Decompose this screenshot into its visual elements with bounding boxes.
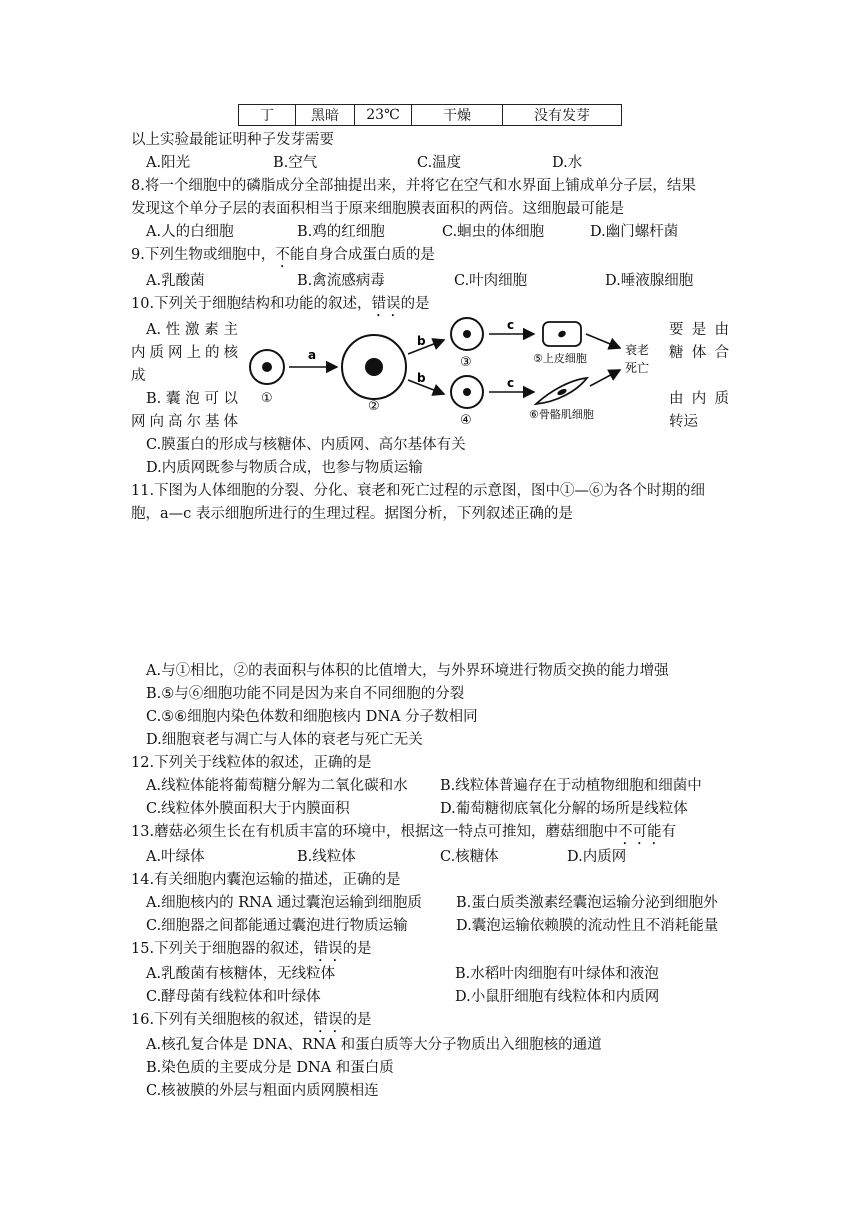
- q14-stem: 14.有关细胞内囊泡运输的描述，正确的是: [131, 872, 401, 888]
- q16-option-a: A.核孔复合体是 DNA、RNA 和蛋白质等大分子物质出入细胞核的通道: [146, 1037, 602, 1053]
- table-row: [239, 105, 622, 126]
- q7-stem: 以上实验最能证明种子发芽需要: [131, 132, 334, 148]
- arrow-b-up: [408, 340, 444, 354]
- q10-a-right-2: 糖体合: [669, 345, 729, 361]
- cell-6-muscle: [536, 378, 587, 404]
- cell-5-label: ⑤上皮细胞: [533, 352, 587, 365]
- q12-stem: 12.下列关于线粒体的叙述，正确的是: [131, 755, 372, 771]
- cell-1-label: ①: [261, 391, 273, 406]
- q14-option-c: C.细胞器之间都能通过囊泡进行物质运输: [146, 918, 408, 934]
- q13-option-d: D.内质网: [567, 849, 627, 865]
- q14-option-a: A.细胞核内的 RNA 通过囊泡运输到细胞质: [146, 895, 422, 911]
- q10-b-left-2: 网向高尔基体: [131, 414, 238, 430]
- q10-a-right-1: 要是由: [669, 322, 729, 338]
- arrow-b-label: b: [417, 371, 426, 385]
- emphasis-mark: 不可能: [618, 824, 662, 840]
- q8-option-b: B.鸡的红细胞: [297, 224, 385, 240]
- arrow-to-death-down: [590, 370, 620, 386]
- q9-option-c: C.叶肉细胞: [454, 273, 528, 289]
- q11-option-c: C.⑤⑥细胞内染色体数和细胞核内 DNA 分子数相同: [146, 709, 478, 725]
- q12-option-b: B.线粒体普遍存在于动植物细胞和细菌中: [440, 778, 702, 794]
- q10-b-right-2: 转运: [669, 414, 698, 430]
- q9-stem: 9.下列生物或细胞中，不能自身合成蛋白质的是: [131, 247, 435, 263]
- emphasis-mark: 错误: [371, 296, 401, 312]
- q8-option-a: A.人的白细胞: [146, 224, 234, 240]
- q9-option-a: A.乳酸菌: [146, 273, 205, 289]
- q7-option-b: B.空气: [273, 155, 318, 171]
- cell-5-epithelial: [543, 322, 581, 346]
- q13-option-c: C.核糖体: [440, 849, 499, 865]
- emphasis-mark: 错误: [313, 941, 343, 957]
- q10-a-left-2: 内质网上的核: [131, 345, 238, 361]
- q10-a-left-3: 成: [131, 368, 146, 384]
- cell-2: [342, 335, 406, 399]
- q15-option-c: C.酵母菌有线粒体和叶绿体: [146, 989, 321, 1005]
- q12-option-c: C.线粒体外膜面积大于内膜面积: [146, 801, 350, 817]
- q15-option-a: A.乳酸菌有核糖体，无线粒体: [146, 966, 336, 982]
- q13-stem: 13.蘑菇必须生长在有机质丰富的环境中，根据这一特点可推知，蘑菇细胞中不可能有: [131, 824, 677, 840]
- q8-line1: 8.将一个细胞中的磷脂成分全部抽提出来，并将它在空气和水界面上铺成单分子层，结果: [131, 178, 696, 194]
- table-cell: 丁: [239, 105, 296, 126]
- q15-option-d: D.小鼠肝细胞有线粒体和内质网: [455, 989, 660, 1005]
- arrow-b-down: [408, 380, 444, 394]
- q7-option-d: D.水: [552, 155, 583, 171]
- q8-option-d: D.幽门螺杆菌: [590, 224, 679, 240]
- end-label-death: 死亡: [625, 361, 650, 375]
- arrow-b-label: b: [417, 334, 426, 348]
- cell-1: [250, 350, 284, 384]
- table-cell: 没有发芽: [503, 105, 622, 126]
- q10-a-left-1: A.性激素主: [146, 322, 238, 338]
- cell-2-label: ②: [368, 399, 380, 414]
- table-cell: 干燥: [412, 105, 503, 126]
- cell-process-diagram: [244, 312, 664, 430]
- q8-option-c: C.蛔虫的体细胞: [442, 224, 545, 240]
- q14-option-b: B.蛋白质类激素经囊泡运输分泌到细胞外: [456, 895, 718, 911]
- q11-option-d: D.细胞衰老与凋亡与人体的衰老与死亡无关: [146, 732, 423, 748]
- q11-line2: 胞，a—c 表示细胞所进行的生理过程。据图分析，下列叙述正确的是: [131, 506, 573, 522]
- arrow-to-death-up: [586, 334, 620, 348]
- cell-3-label: ③: [460, 355, 472, 370]
- arrow-c-label: c: [507, 318, 515, 332]
- arrow-a-label: a: [308, 348, 317, 362]
- table-cell: 23℃: [355, 105, 412, 126]
- q16-stem: 16.下列有关细胞核的叙述，错误的是: [131, 1012, 372, 1028]
- q13-option-a: A.叶绿体: [146, 849, 205, 865]
- cell-6-label: ⑥骨骼肌细胞: [529, 408, 594, 421]
- q10-b-left-1: B.囊泡可以: [146, 391, 238, 407]
- q10-stem: 10.下列关于细胞结构和功能的叙述，错误的是: [131, 296, 430, 312]
- q14-option-d: D.囊泡运输依赖膜的流动性且不消耗能量: [456, 918, 719, 934]
- q10-option-d: D.内质网既参与物质合成，也参与物质运输: [146, 460, 423, 476]
- q10-b-right-1: 由内质: [669, 391, 729, 407]
- q15-stem: 15.下列关于细胞器的叙述，错误的是: [131, 941, 372, 957]
- q13-option-b: B.线粒体: [297, 849, 356, 865]
- emphasis-mark: 错误: [313, 1012, 343, 1028]
- q16-option-b: B.染色质的主要成分是 DNA 和蛋白质: [146, 1060, 394, 1076]
- q11-option-a: A.与①相比，②的表面积与体积的比值增大，与外界环境进行物质交换的能力增强: [146, 663, 669, 679]
- emphasis-mark: 不: [275, 247, 290, 263]
- q8-line2: 发现这个单分子层的表面积相当于原来细胞膜表面积的两倍。这细胞最可能是: [131, 201, 624, 217]
- table-cell: 黑暗: [296, 105, 355, 126]
- q9-option-b: B.禽流感病毒: [297, 273, 385, 289]
- cell-4: [451, 376, 483, 408]
- q7-option-c: C.温度: [417, 155, 462, 171]
- q10-option-c: C.膜蛋白的形成与核糖体、内质网、高尔基体有关: [146, 437, 466, 453]
- q16-option-c: C.核被膜的外层与粗面内质网膜相连: [146, 1083, 379, 1099]
- q11-option-b: B.⑤与⑥细胞功能不同是因为来自不同细胞的分裂: [146, 686, 465, 702]
- q7-option-a: A.阳光: [146, 155, 191, 171]
- q15-option-b: B.水稻叶肉细胞有叶绿体和液泡: [455, 966, 659, 982]
- arrow-c-label: c: [507, 376, 515, 390]
- experiment-table: [238, 104, 622, 126]
- q12-option-d: D.葡萄糖彻底氧化分解的场所是线粒体: [440, 801, 688, 817]
- q12-option-a: A.线粒体能将葡萄糖分解为二氧化碳和水: [146, 778, 408, 794]
- q11-line1: 11.下图为人体细胞的分裂、分化、衰老和死亡过程的示意图，图中①—⑥为各个时期的细: [131, 483, 706, 499]
- q9-option-d: D.唾液腺细胞: [605, 273, 694, 289]
- cell-3: [451, 318, 483, 350]
- end-label-aging: 衰老: [625, 343, 650, 357]
- cell-4-label: ④: [460, 413, 472, 428]
